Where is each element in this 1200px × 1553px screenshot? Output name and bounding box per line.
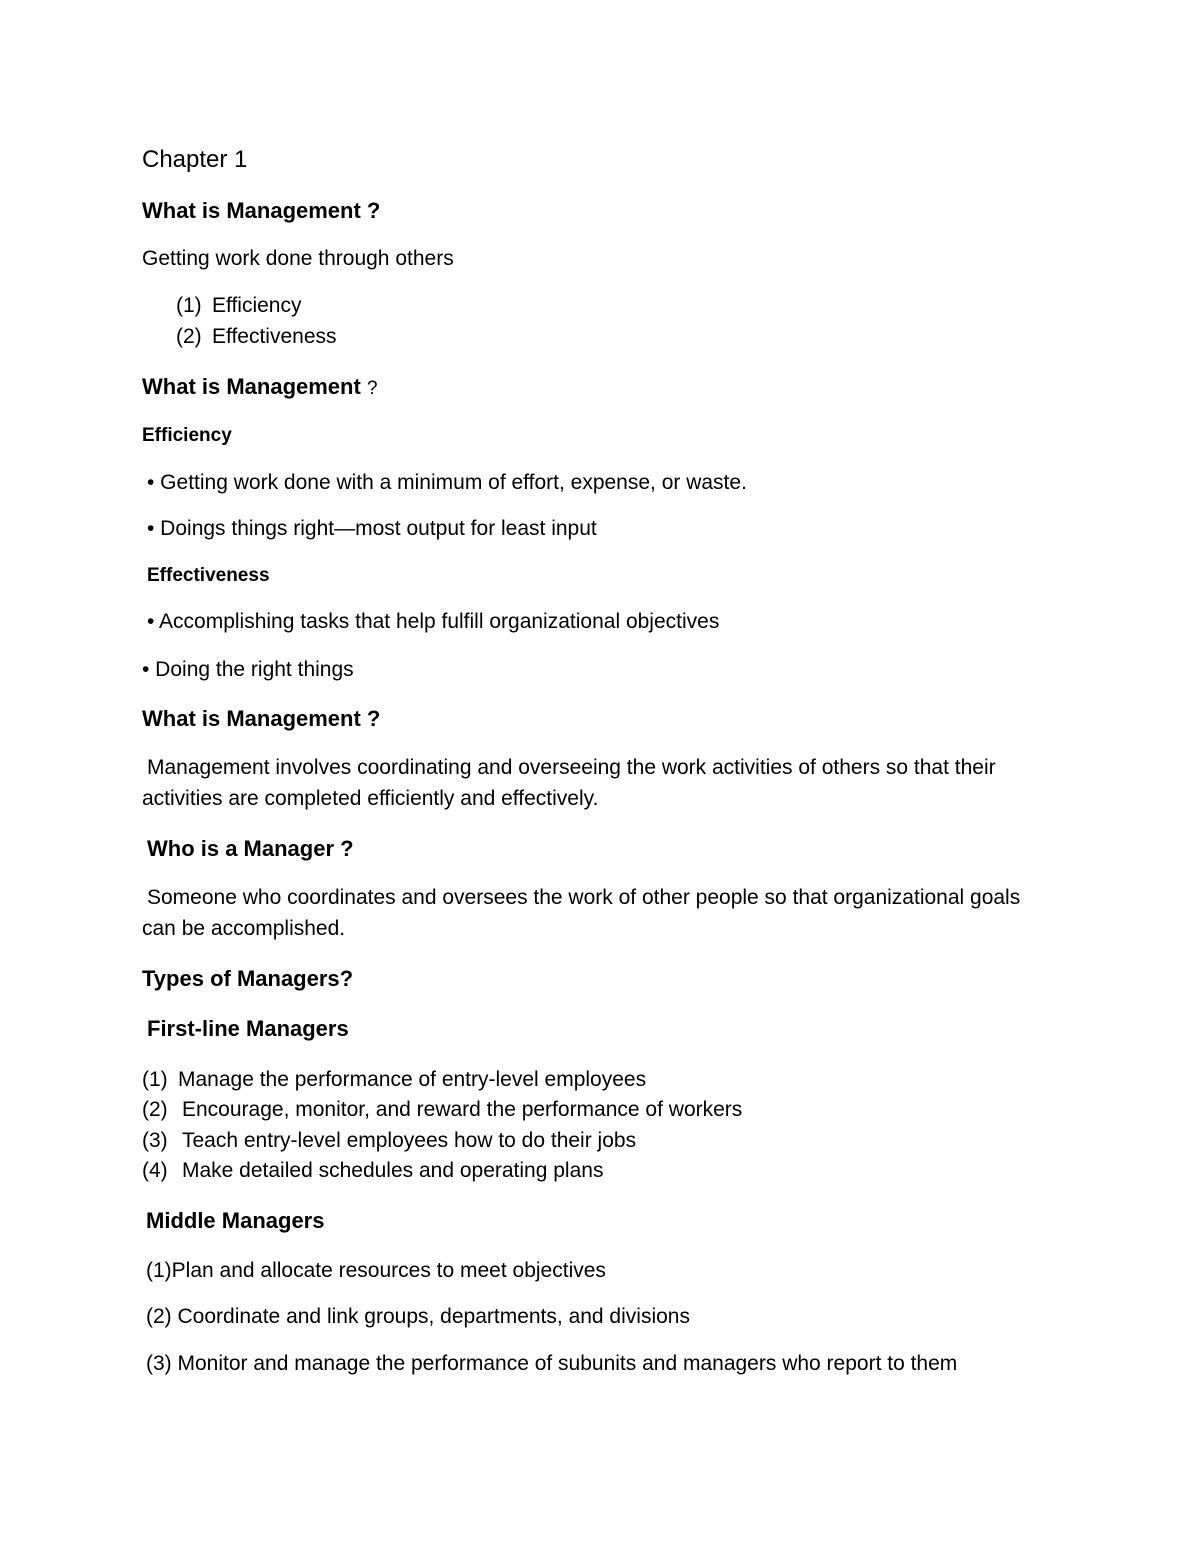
list-text: Make detailed schedules and operating plans	[182, 1159, 604, 1182]
list-item: (2) Coordinate and link groups, departments, and divisions	[146, 1305, 690, 1328]
bullet-item: • Doings things right—most output for least input	[147, 517, 597, 540]
list-number: (1)	[142, 1068, 168, 1091]
subsection-heading-first-line-managers: First-line Managers	[147, 1016, 349, 1041]
effectiveness-label: Effectiveness	[147, 565, 270, 586]
definition-text: Getting work done through others	[142, 247, 454, 270]
list-item: (1)Plan and allocate resources to meet objectives	[146, 1259, 606, 1282]
list-item	[142, 1067, 646, 1093]
list-number: (3)	[142, 1129, 168, 1152]
list-item	[142, 1128, 636, 1154]
paragraph-line: Management involves coordinating and overseeing the work activities of others so that their	[147, 756, 996, 779]
bullet-item: • Getting work done with a minimum of effort, expense, or waste.	[147, 471, 747, 494]
list-item-effectiveness	[176, 324, 337, 350]
list-number: (2)	[142, 1098, 168, 1121]
heading-question-mark: ?	[366, 378, 378, 399]
section-heading-types-of-managers: Types of Managers?	[142, 966, 354, 991]
efficiency-label: Efficiency	[142, 425, 232, 446]
list-text: Effectiveness	[212, 325, 337, 348]
list-number: (2)	[176, 325, 202, 348]
list-text: Efficiency	[212, 294, 302, 317]
bullet-item: • Doing the right things	[142, 658, 354, 681]
section-heading-who-is-a-manager: Who is a Manager ?	[147, 836, 354, 861]
bullet-item: • Accomplishing tasks that help fulfill organizational objectives	[147, 610, 720, 633]
section-heading-what-is-management-3: What is Management ?	[142, 706, 381, 731]
paragraph-line: can be accomplished.	[142, 917, 346, 940]
chapter-title: Chapter 1	[142, 146, 248, 173]
list-text: Encourage, monitor, and reward the performance of workers	[182, 1098, 743, 1121]
list-number: (4)	[142, 1159, 168, 1182]
list-item	[142, 1097, 742, 1123]
list-item	[142, 1158, 603, 1184]
paragraph-line: Someone who coordinates and oversees the work of other people so that organizational goals	[147, 886, 1021, 909]
list-number: (1)	[176, 294, 202, 317]
paragraph-line: activities are completed efficiently and effectively.	[142, 787, 599, 810]
heading-text: What is Management	[142, 374, 361, 399]
list-item-efficiency	[176, 293, 302, 319]
list-text: Teach entry-level employees how to do their jobs	[182, 1129, 637, 1152]
list-text: Manage the performance of entry-level employees	[178, 1068, 647, 1091]
section-heading-what-is-management-2	[142, 373, 378, 403]
section-heading-what-is-management-1: What is Management ?	[142, 198, 381, 223]
subsection-heading-middle-managers: Middle Managers	[146, 1208, 325, 1233]
list-item: (3) Monitor and manage the performance of subunits and managers who report to them	[146, 1352, 958, 1375]
